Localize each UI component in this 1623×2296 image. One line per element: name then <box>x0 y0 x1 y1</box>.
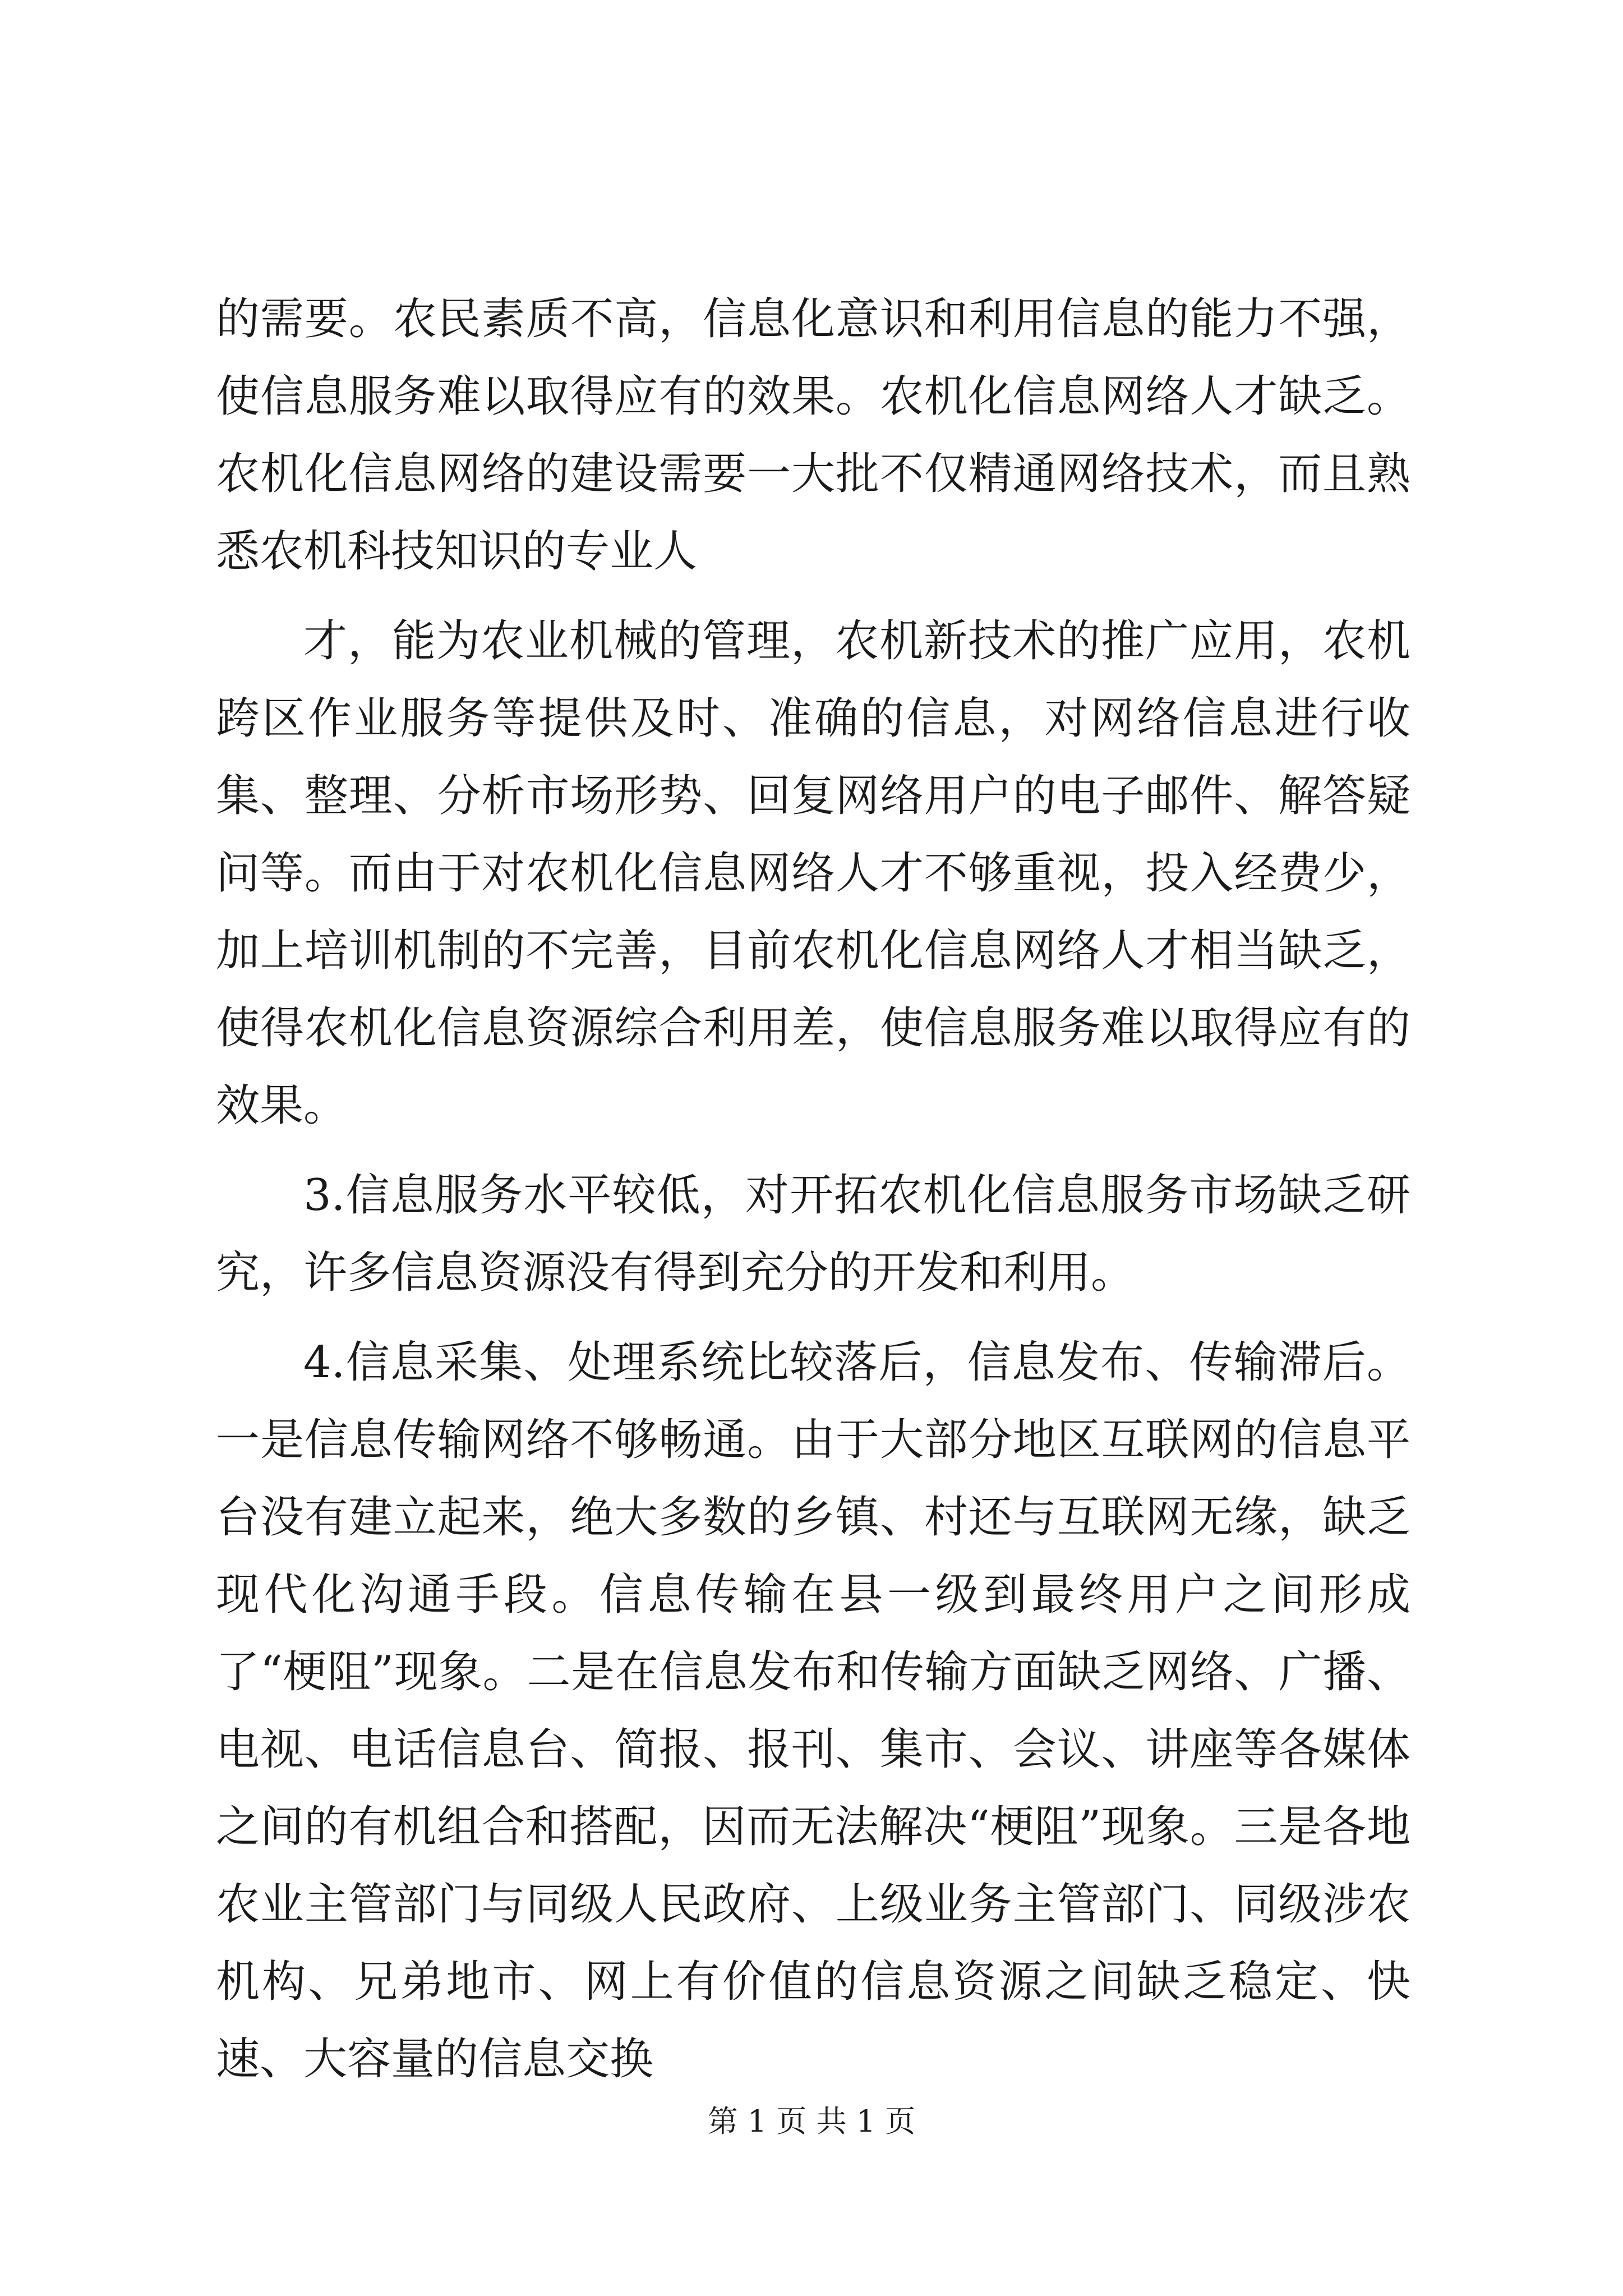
paragraph-point-4: 4.信息采集、处理系统比较落后，信息发布、传输滞后。一是信息传输网络不够畅通。由于大部分地区互联网的信息平台没有建立起来，绝大多数的乡镇、村还与互联网无缘，缺乏现代化沟通手段。信息传输在县一级到最终用户之间形成了“梗阻”现象。二是在信息发布和传输方面缺乏网络、广播、电视、电话信息台、简报、报刊、集市、会议、讲座等各媒体之间的有机组合和搭配，因而无法解决“梗阻”现象。三是各地农业主管部门与同级人民政府、上级业务主管部门、同级涉农机构、兄弟地市、网上有价值的信息资源之间缺乏稳定、快速、大容量的信息交换 <box>216 1337 1410 2085</box>
paragraph-talent: 才，能为农业机械的管理，农机新技术的推广应用，农机跨区作业服务等提供及时、准确的信息，对网络信息进行收集、整理、分析市场形势、回复网络用户的电子邮件、解答疑问等。而由于对农机化信息网络人才不够重视，投入经费少，加上培训机制的不完善，目前农机化信息网络人才相当缺乏，使得农机化信息资源综合利用差，使信息服务难以取得应有的效果。 <box>216 616 1410 1131</box>
paragraph-continued: 的需要。农民素质不高，信息化意识和利用信息的能力不强，使信息服务难以取得应有的效果。农机化信息网络人才缺乏。农机化信息网络的建设需要一大批不仅精通网络技术，而且熟悉农机科技知识的专业人 <box>216 294 1410 577</box>
document-body <box>216 280 1410 2098</box>
paragraph-point-3: 3.信息服务水平较低，对开拓农机化信息服务市场缺乏研究，许多信息资源没有得到充分的开发和利用。 <box>216 1170 1410 1298</box>
page-footer: 第 1 页 共 1 页 <box>707 2104 916 2139</box>
